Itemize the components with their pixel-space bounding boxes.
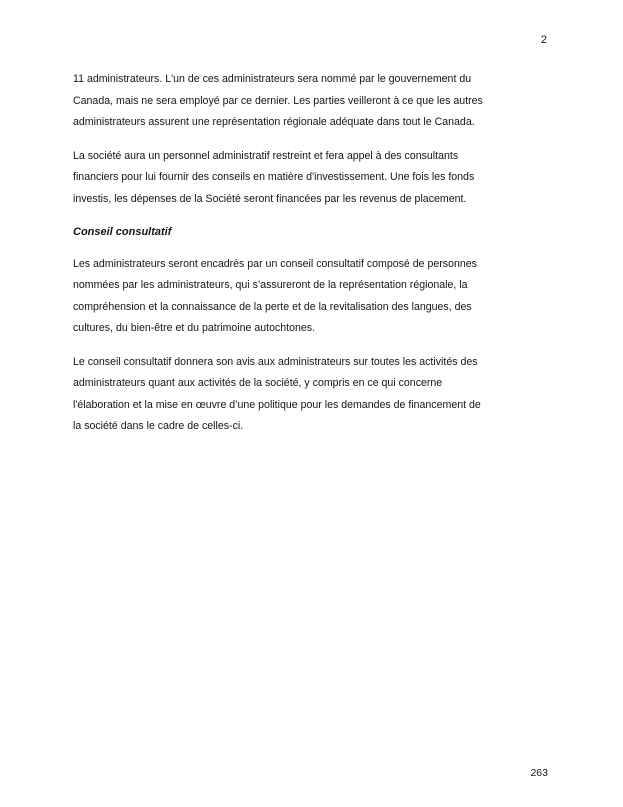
page-number-footer: 263 [530, 767, 548, 779]
paragraph [73, 146, 561, 211]
text-line: administrateurs assurent une représentation régionale adéquate dans tout le Canada. [73, 116, 475, 128]
paragraph [73, 254, 561, 340]
document-body [73, 69, 561, 450]
text-line: 11 administrateurs. L'un de ces administrateurs sera nommé par le gouvernement du [73, 73, 472, 85]
text-line: Canada, mais ne sera employé par ce dernier. Les parties veilleront à ce que les autres [73, 94, 483, 107]
text-line: financiers pour lui fournir des conseils en matière d'investissement. Une fois les fonds [73, 171, 475, 183]
text-line: l'élaboration et la mise en œuvre d’une politique pour les demandes de financement de [73, 398, 481, 411]
text-line: administrateurs quant aux activités de la société, y compris en ce qui concerne [73, 377, 443, 389]
text-line: Le conseil consultatif donnera son avis aux administrateurs sur toutes les activités des [73, 355, 478, 368]
text-line: cultures, du bien-être et du patrimoine autochtones. [73, 322, 316, 334]
text-line: Conseil consultatif [73, 226, 172, 238]
paragraph [73, 69, 561, 134]
text-line: compréhension et la connaissance de la perte et de la revitalisation des langues, des [73, 300, 472, 313]
text-line: la société dans le cadre de celles-ci. [73, 420, 244, 432]
text-line: nommées par les administrateurs, qui s’assureront de la représentation régionale, la [73, 279, 468, 291]
section-heading [73, 222, 561, 244]
page-number-header: 2 [540, 34, 547, 46]
text-line: investis, les dépenses de la Société seront financées par les revenus de placement. [73, 192, 467, 205]
paragraph [73, 352, 561, 438]
text-line: La société aura un personnel administratif restreint et fera appel à des consultants [73, 149, 459, 162]
text-line: Les administrateurs seront encadrés par un conseil consultatif composé de personnes [73, 257, 477, 270]
